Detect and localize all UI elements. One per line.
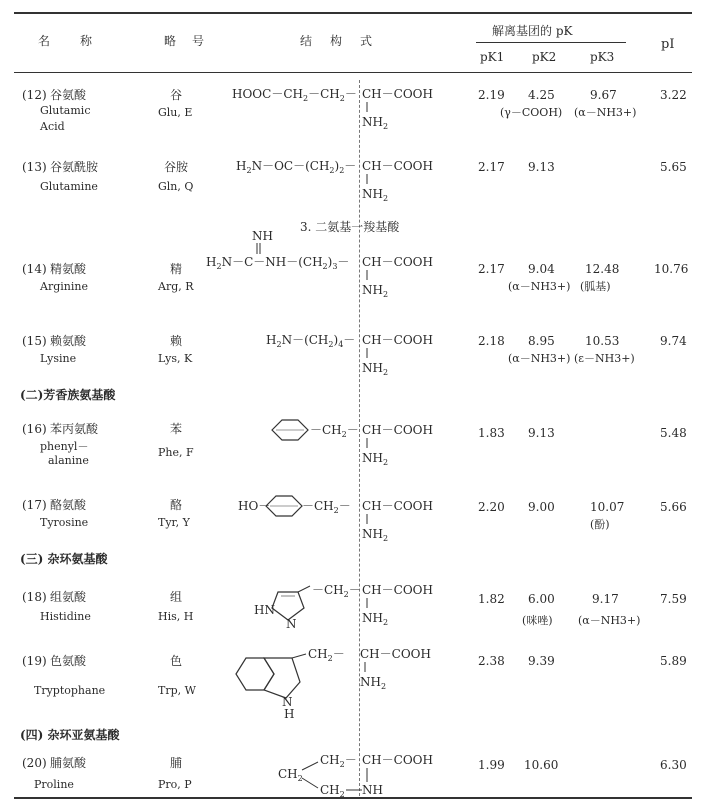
row-en-name: Glutamic [40, 104, 91, 117]
row-pi: 7.59 [660, 592, 687, 606]
row-pk2-note: (γ－COOH) [500, 106, 563, 119]
svg-text:CH－COOH: CH－COOH [360, 647, 431, 661]
indole-benzene-ring-icon [236, 658, 274, 690]
svg-text:NH2: $NH_2$ [362, 527, 389, 543]
row-cn-name: 酪氨酸 [50, 498, 87, 512]
row-en-name: Glutamine [40, 180, 98, 193]
svg-text:－CH2－: $-CH_2-$ [310, 423, 359, 439]
row-pi: 6.30 [660, 758, 687, 772]
row-num: (17) [22, 498, 47, 512]
row-cn-name: 精氨酸 [50, 262, 87, 276]
svg-text:－CH2－: $-CH_2-$ [312, 583, 361, 599]
row-pi: 10.76 [654, 262, 689, 276]
svg-text:NH2: $NH_2$ [362, 451, 389, 467]
row-pi: 5.66 [660, 500, 687, 514]
structure-arginine [200, 228, 450, 300]
svg-text:NH2: $NH_2$ [362, 361, 389, 377]
row-cn-name: 谷氨酸 [50, 88, 87, 102]
section-heterocyclic: (三) 杂环氨基酸 [20, 552, 108, 566]
row-pk3: 10.53 [585, 334, 620, 348]
row-en-name: Lysine [40, 352, 77, 365]
row-pk3-note: (酚) [590, 518, 610, 531]
section-diamino-monocarboxylic: 3. 二氨基一羧基酸 [300, 220, 400, 234]
row-cn-name: 脯氨酸 [50, 756, 87, 770]
row-pk1: 2.17 [478, 160, 505, 174]
svg-text:HN: HN [254, 603, 275, 617]
svg-text:CH－COOH: CH－COOH [362, 753, 433, 767]
row-pi: 9.74 [660, 334, 687, 348]
row-pi: 3.22 [660, 88, 687, 102]
row-abbr: Tyr, Y [158, 516, 190, 529]
svg-text:CH－COOH: CH－COOH [362, 159, 433, 173]
row-cn-name: 苯丙氨酸 [50, 422, 99, 436]
row-num: (20) [22, 756, 47, 770]
svg-text:NH2: $NH_2$ [362, 283, 389, 299]
header-name: 名 称 [38, 34, 95, 48]
svg-text:CH2－: $CH_2-$ [320, 753, 357, 769]
svg-text:NH2: $NH_2$ [360, 675, 387, 691]
row-num: (18) [22, 590, 47, 604]
row-pk1: 2.38 [478, 654, 505, 668]
row-pk2-note: (咪唑) [522, 614, 553, 627]
header-pk-group: 解离基团的 pK [492, 24, 573, 38]
row-pk3-note: (ε－NH3+) [574, 352, 635, 365]
section-aromatic: (二)芳香族氨基酸 [20, 388, 116, 402]
row-abbr-cn: 谷 [170, 88, 183, 102]
row-abbr: His, H [158, 610, 194, 623]
svg-text:NH: NH [252, 229, 273, 243]
table-top-rule [14, 12, 692, 14]
row-cn-name: 色氨酸 [50, 654, 87, 668]
row-num: (14) [22, 262, 47, 276]
row-abbr: Phe, F [158, 446, 194, 459]
svg-text:N: N [286, 617, 297, 631]
row-en-name: phenyl－ [40, 440, 89, 453]
header-pk2: pK2 [532, 50, 557, 64]
row-pk1: 2.19 [478, 88, 505, 102]
row-pk3: 9.67 [590, 88, 617, 102]
row-num: (12) [22, 88, 47, 102]
row-pk1: 2.20 [478, 500, 505, 514]
svg-text:NH: NH [362, 783, 383, 797]
row-pk2: 6.00 [528, 592, 555, 606]
header-structure: 结 构 式 [300, 34, 376, 48]
header-pi: pI [661, 37, 675, 52]
row-abbr: Lys, K [158, 352, 193, 365]
row-pk2: 10.60 [524, 758, 559, 772]
svg-text:HOOC－CH2－CH2－: $HOOC-CH_2-CH_2-$ [232, 87, 357, 103]
structure-glutamic-acid [230, 84, 450, 134]
svg-text:CH2: $CH_2$ [320, 783, 345, 799]
row-pk3: 9.17 [592, 592, 619, 606]
svg-text:NH2: $NH_2$ [362, 611, 389, 627]
row-abbr-cn: 赖 [170, 334, 183, 348]
svg-text:H2N－C－NH－(CH2)3－: $H_2N-C-NH-(CH_2)_3-$ [206, 255, 350, 271]
row-pk3-note: (α－NH3+) [578, 614, 641, 627]
row-pk2: 8.95 [528, 334, 555, 348]
row-cn-name: 组氨酸 [50, 590, 87, 604]
svg-text:NH2: $NH_2$ [362, 187, 389, 203]
svg-text:N: N [282, 695, 293, 709]
svg-text:H2N－(CH2)4－: $H_2N-(CH_2)_4-$ [266, 333, 356, 349]
row-en-name: Histidine [40, 610, 91, 623]
svg-text:CH－COOH: CH－COOH [362, 255, 433, 269]
row-en-name: Tryptophane [34, 684, 106, 697]
structure-lysine [260, 330, 450, 380]
header-pk1: pK1 [480, 50, 505, 64]
row-en-name: Tyrosine [40, 516, 89, 529]
row-pk3-note: (胍基) [580, 280, 611, 293]
row-abbr-cn: 酪 [170, 498, 183, 512]
row-abbr: Gln, Q [158, 180, 194, 193]
row-pi: 5.89 [660, 654, 687, 668]
row-abbr-cn: 苯 [170, 422, 183, 436]
section-heterocyclic-imino: (四) 杂环亚氨基酸 [20, 728, 120, 742]
structure-proline [276, 752, 448, 798]
row-num: (16) [22, 422, 47, 436]
row-cn-name: 谷氨酰胺 [50, 160, 99, 174]
svg-text:H: H [284, 707, 295, 721]
svg-text:CH－COOH: CH－COOH [362, 499, 433, 513]
row-abbr-cn: 组 [170, 590, 183, 604]
row-pk3: 12.48 [585, 262, 620, 276]
structure-tyrosine [236, 492, 448, 542]
row-en-name: Proline [34, 778, 74, 791]
structure-tryptophane [230, 644, 448, 720]
structure-phenylalanine [268, 416, 448, 466]
svg-text:CH－COOH: CH－COOH [362, 333, 433, 347]
row-pk1: 1.82 [478, 592, 505, 606]
row-abbr: Trp, W [158, 684, 196, 697]
header-bottom-rule [14, 72, 692, 73]
row-pk1: 2.18 [478, 334, 505, 348]
svg-text:CH－COOH: CH－COOH [362, 583, 433, 597]
row-pk2: 4.25 [528, 88, 555, 102]
row-pk2-note: (α－NH3+) [508, 352, 571, 365]
row-pk1: 1.83 [478, 426, 505, 440]
row-abbr-cn: 谷胺 [164, 160, 189, 174]
row-cn-name: 赖氨酸 [50, 334, 87, 348]
svg-text:CH2: $CH_2$ [278, 767, 303, 783]
row-en-name-2: Acid [40, 120, 65, 133]
row-pk2-note: (α－NH3+) [508, 280, 571, 293]
header-pk3: pK3 [590, 50, 615, 64]
row-num: (15) [22, 334, 47, 348]
svg-text:－CH2－: $-CH_2-$ [302, 499, 351, 515]
structure-glutamine [230, 156, 450, 206]
row-pk3: 10.07 [590, 500, 625, 514]
row-abbr-cn: 色 [170, 654, 183, 668]
row-pi: 5.48 [660, 426, 687, 440]
row-abbr-cn: 精 [170, 262, 183, 276]
row-abbr-cn: 脯 [170, 756, 183, 770]
pk-group-rule [476, 42, 626, 43]
row-pk2: 9.00 [528, 500, 555, 514]
row-en-name: Arginine [40, 280, 88, 293]
svg-text:NH2: $NH_2$ [362, 115, 389, 131]
structure-histidine [252, 580, 448, 632]
row-pk1: 2.17 [478, 262, 505, 276]
header-abbr: 略 号 [164, 34, 207, 48]
svg-text:CH－COOH: CH－COOH [362, 87, 433, 101]
row-abbr: Glu, E [158, 106, 193, 119]
row-pi: 5.65 [660, 160, 687, 174]
svg-text:H2N－OC－(CH2)2－: $H_2N-OC-(CH_2)_2-$ [236, 159, 357, 175]
indole-pyrrole-ring-icon [264, 658, 300, 698]
svg-text:CH2－: $CH_2-$ [308, 647, 345, 663]
row-pk3-note: (α－NH3+) [574, 106, 637, 119]
row-abbr: Pro, P [158, 778, 192, 791]
row-pk2: 9.13 [528, 160, 555, 174]
row-abbr: Arg, R [158, 280, 194, 293]
row-pk2: 9.39 [528, 654, 555, 668]
row-en-name-2: alanine [48, 454, 89, 467]
svg-text:CH－COOH: CH－COOH [362, 423, 433, 437]
row-pk2: 9.13 [528, 426, 555, 440]
svg-text:HO－: HO－ [238, 499, 271, 513]
row-num: (19) [22, 654, 47, 668]
row-num: (13) [22, 160, 47, 174]
row-pk1: 1.99 [478, 758, 505, 772]
row-pk2: 9.04 [528, 262, 555, 276]
